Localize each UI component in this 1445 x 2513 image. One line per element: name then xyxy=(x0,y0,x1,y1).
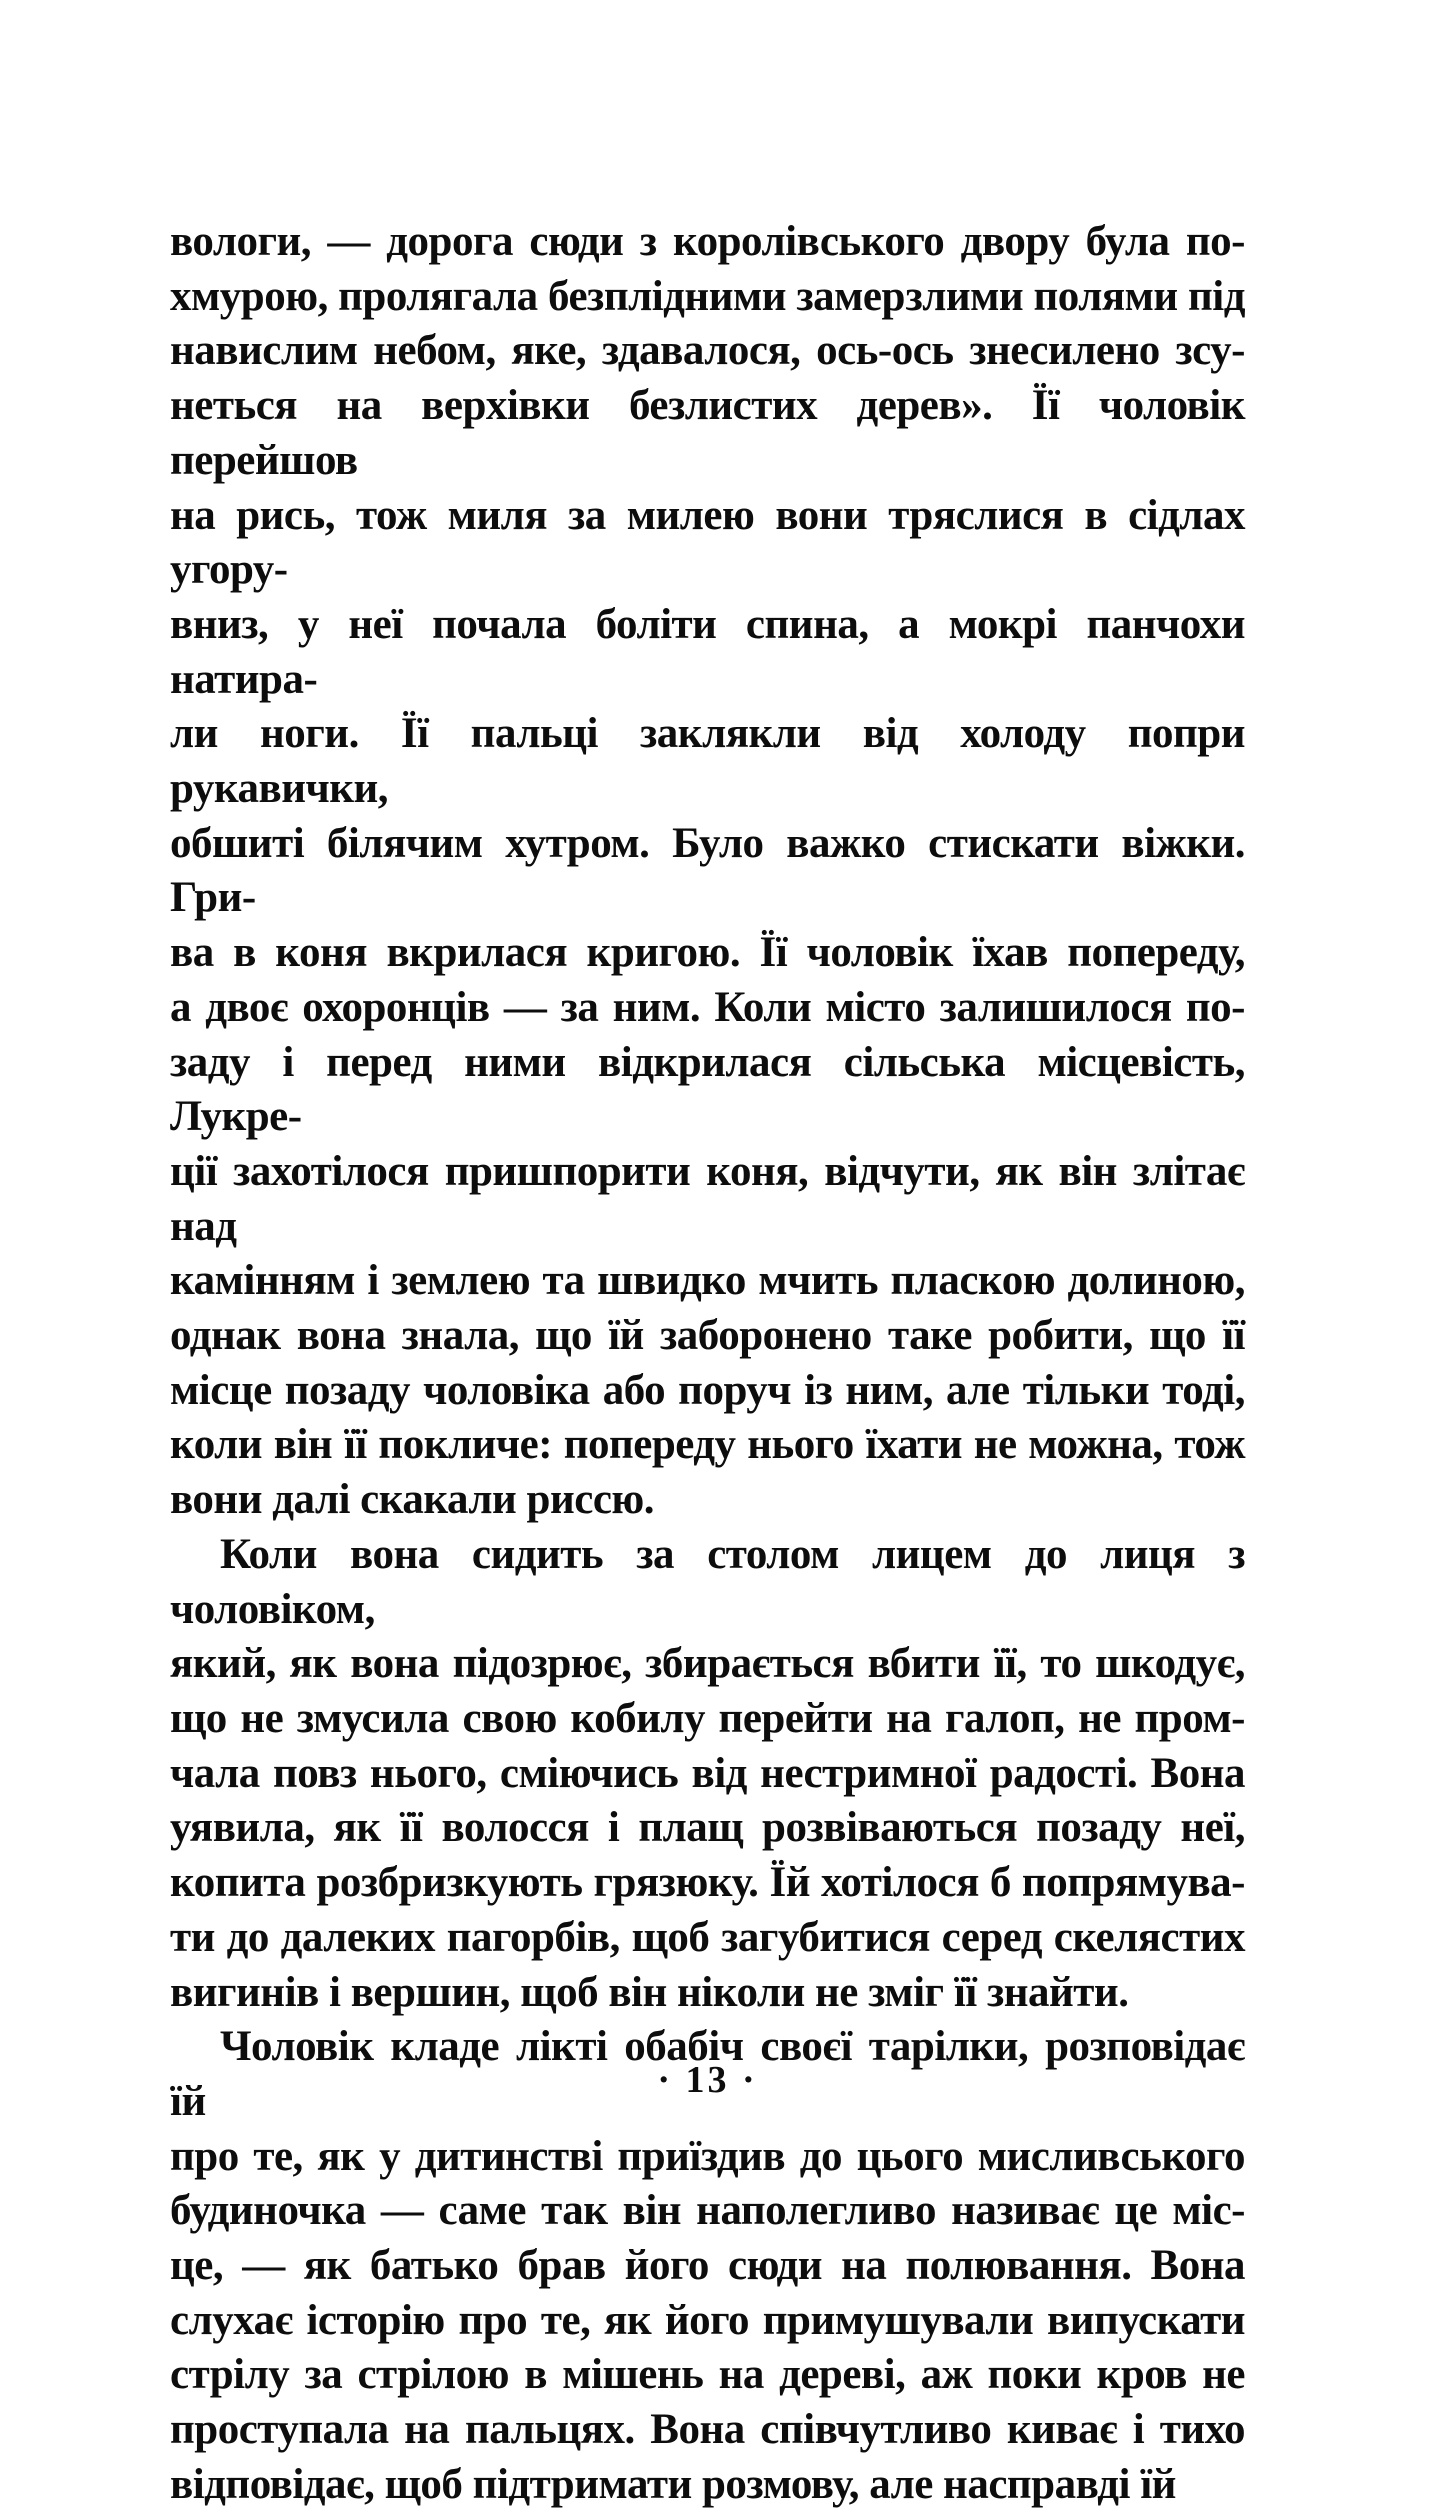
text-line: Чоловік кладе лікті обабіч своєї тарілки, розповідає їй xyxy=(170,2023,1245,2125)
text-line: чала повз нього, сміючись від нестримної радості. Вона xyxy=(170,1749,1245,1797)
text-line: однак вона знала, що їй заборонено таке робити, що її xyxy=(170,1312,1245,1360)
text-line: місце позаду чоловіка або поруч із ним, але тільки тоді, xyxy=(170,1366,1245,1414)
text-line: а двоє охоронців — за ним. Коли місто залишилося по- xyxy=(170,983,1245,1031)
text-line: хмурою, пролягала безплідними замерзлими полями під xyxy=(170,272,1245,320)
text-line: ти до далеких пагорбів, щоб загубитися серед скелястих xyxy=(170,1913,1245,1961)
text-line: навислим небом, яке, здавалося, ось-ось знесилено зсу- xyxy=(170,327,1245,375)
text-line: ли ноги. Її пальці заклякли від холоду попри рукавички, xyxy=(170,710,1245,813)
text-line: копита розбризкують грязюку. Їй хотілося б попрямува- xyxy=(170,1859,1245,1907)
text-line: заду і перед ними відкрилася сільська місцевість, Лукре- xyxy=(170,1038,1245,1141)
text-line: вигинів і вершин, щоб він ніколи не зміг її знайти. xyxy=(170,1968,1129,2016)
text-line: що не змусила свою кобилу перейти на галоп, не пром- xyxy=(170,1694,1245,1742)
paragraph xyxy=(170,215,1245,1528)
text-line: камінням і землею та швидко мчить пласкою долиною, xyxy=(170,1257,1245,1305)
text-line: це, — як батько брав його сюди на полювання. Вона xyxy=(170,2242,1245,2290)
text-line: який, як вона підозрює, збирається вбити її, то шкодує, xyxy=(170,1640,1245,1688)
text-line: уявила, як її волосся і плащ розвіваються позаду неї, xyxy=(170,1804,1245,1852)
text-line: на рись, тож миля за милею вони тряслися в сідлах угору- xyxy=(170,491,1245,594)
text-line: будиночка — саме так він наполегливо називає це міс- xyxy=(170,2187,1245,2235)
text-line: Коли вона сидить за столом лицем до лиця з чоловіком, xyxy=(170,1530,1245,1633)
text-line: вологи, — дорога сюди з королівського двору була по- xyxy=(170,218,1245,265)
page-text xyxy=(170,215,1245,2513)
text-line: вони далі скакали риссю. xyxy=(170,1476,655,1524)
text-line: відповідає, щоб підтримати розмову, але насправді їй xyxy=(170,2460,1176,2508)
text-line: про те, як у дитинстві приїздив до цього мисливського xyxy=(170,2132,1245,2180)
text-line: стрілу за стрілою в мішень на дереві, аж поки кров не xyxy=(170,2351,1245,2399)
text-line: неться на верхівки безлистих дерев». Її чоловік перейшов xyxy=(170,382,1245,484)
text-line: коли він її покличе: попереду нього їхати не можна, тож xyxy=(170,1421,1245,1469)
text-line: обшиті білячим хутром. Було важко стискати віжки. Гри- xyxy=(170,819,1245,922)
page-number: · 13 · xyxy=(657,2059,758,2101)
text-line: ва в коня вкрилася кригою. Її чоловік їхав попереду, xyxy=(170,929,1245,977)
text-line: вниз, у неї почала боліти спина, а мокрі панчохи натира- xyxy=(170,600,1245,703)
text-line: слухає історію про те, як його примушували випускати xyxy=(170,2296,1245,2344)
paragraph xyxy=(170,1528,1245,2020)
text-line: ції захотілося пришпорити коня, відчути, як він злітає над xyxy=(170,1147,1245,1250)
text-line: проступала на пальцях. Вона співчутливо киває і тихо xyxy=(170,2406,1245,2454)
